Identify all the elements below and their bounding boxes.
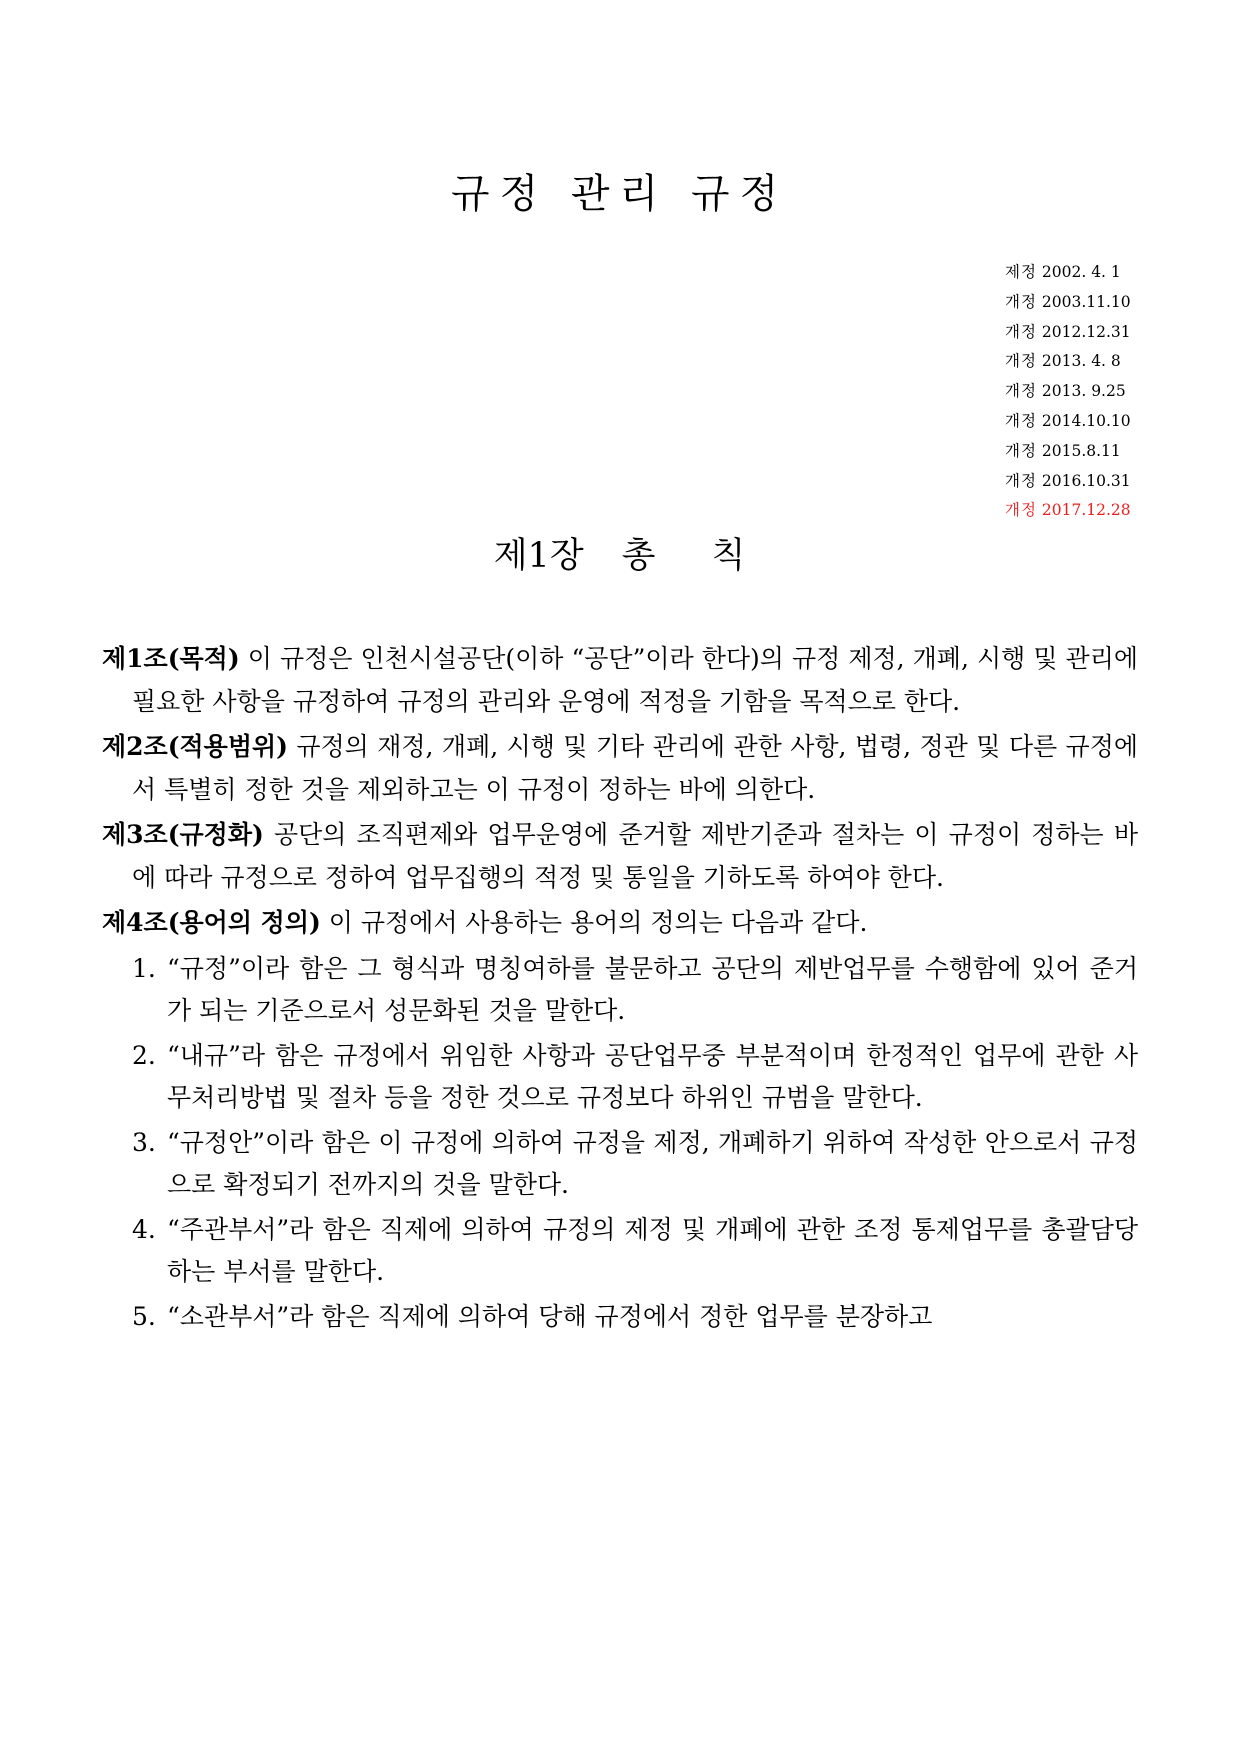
article-heading: 제1조(목적) [102,644,240,673]
history-entry: 개정 2013. 9.25 [1005,382,1126,401]
item-number: 3. [132,1127,156,1157]
history-entry: 개정 2003.11.10 [1005,292,1131,311]
item-text: “규정안”이라 함은 이 규정에 의하여 규정을 제정, 개폐하기 위하여 작성한 안으로서 규정으로 확정되기 전까지의 것을 말한다. [167,1127,1138,1199]
definition-item [132,1209,1138,1294]
article-text: 규정의 재정, 개폐, 시행 및 기타 관리에 관한 사항, 법령, 정관 및 다른 규정에서 특별히 정한 것을 제외하고는 이 규정이 정하는 바에 의한다. [132,732,1138,804]
item-text: “주관부서”라 함은 직제에 의하여 규정의 제정 및 개폐에 관한 조정 통제업무를 총괄담당하는 부서를 말한다. [167,1214,1138,1286]
definition-item [132,1122,1138,1207]
chapter-title-part: 칙 [711,536,746,576]
history-entry: 개정 2013. 4. 8 [1005,352,1121,371]
article-heading: 제3조(규정화) [102,820,264,849]
article [102,638,1138,723]
article [102,726,1138,811]
history-entry: 개정 2016.10.31 [1005,471,1131,490]
definition-item [132,1035,1138,1120]
item-number: 5. [132,1301,156,1331]
article-heading: 제4조(용어의 정의) [102,908,321,937]
history-entry: 개정 2012.12.31 [1005,322,1131,341]
item-number: 2. [132,1040,156,1070]
definition-item [132,1296,1138,1339]
chapter-heading [0,528,1239,578]
document-title: 규정 관리 규정 [450,171,789,217]
item-text: “규정”이라 함은 그 형식과 명칭여하를 불문하고 공단의 제반업무를 수행함에 있어 준거가 되는 기준으로서 성문화된 것을 말한다. [167,953,1138,1025]
history-entry: 개정 2014.10.10 [1005,411,1131,430]
article-text: 이 규정에서 사용하는 용어의 정의는 다음과 같다. [328,908,868,937]
revision-history [1005,258,1225,526]
item-text: “소관부서”라 함은 직제에 의하여 당해 규정에서 정한 업무를 분장하고 [167,1301,933,1331]
article-text: 이 규정은 인천시설공단(이하 “공단”이라 한다)의 규정 제정, 개폐, 시행 및 관리에 필요한 사항을 규정하여 규정의 관리와 운영에 적정을 기함을 목적으로 한다. [132,644,1138,716]
definition-item [132,948,1138,1033]
article-text: 공단의 조직편제와 업무운영에 준거할 제반기준과 절차는 이 규정이 정하는 바에 따라 규정으로 정하여 업무집행의 적정 및 통일을 기하도록 하여야 한다. [132,820,1138,892]
item-number: 4. [132,1214,156,1244]
history-entry: 개정 2015.8.11 [1005,441,1121,460]
article-heading: 제2조(적용범위) [102,732,288,761]
chapter-title-part: 총 [621,536,656,576]
history-entry-latest: 개정 2017.12.28 [1005,501,1131,520]
history-entry: 제정 2002. 4. 1 [1005,263,1121,281]
chapter-number: 제1장 [493,536,584,576]
article [102,814,1138,899]
document-body [102,638,1138,1340]
article [102,902,1138,945]
item-text: “내규”라 함은 규정에서 위임한 사항과 공단업무중 부분적이며 한정적인 업무에 관한 사무처리방법 및 절차 등을 정한 것으로 규정보다 하위인 규범을 말한다. [167,1040,1138,1112]
definition-list [102,948,1138,1339]
item-number: 1. [132,953,156,983]
